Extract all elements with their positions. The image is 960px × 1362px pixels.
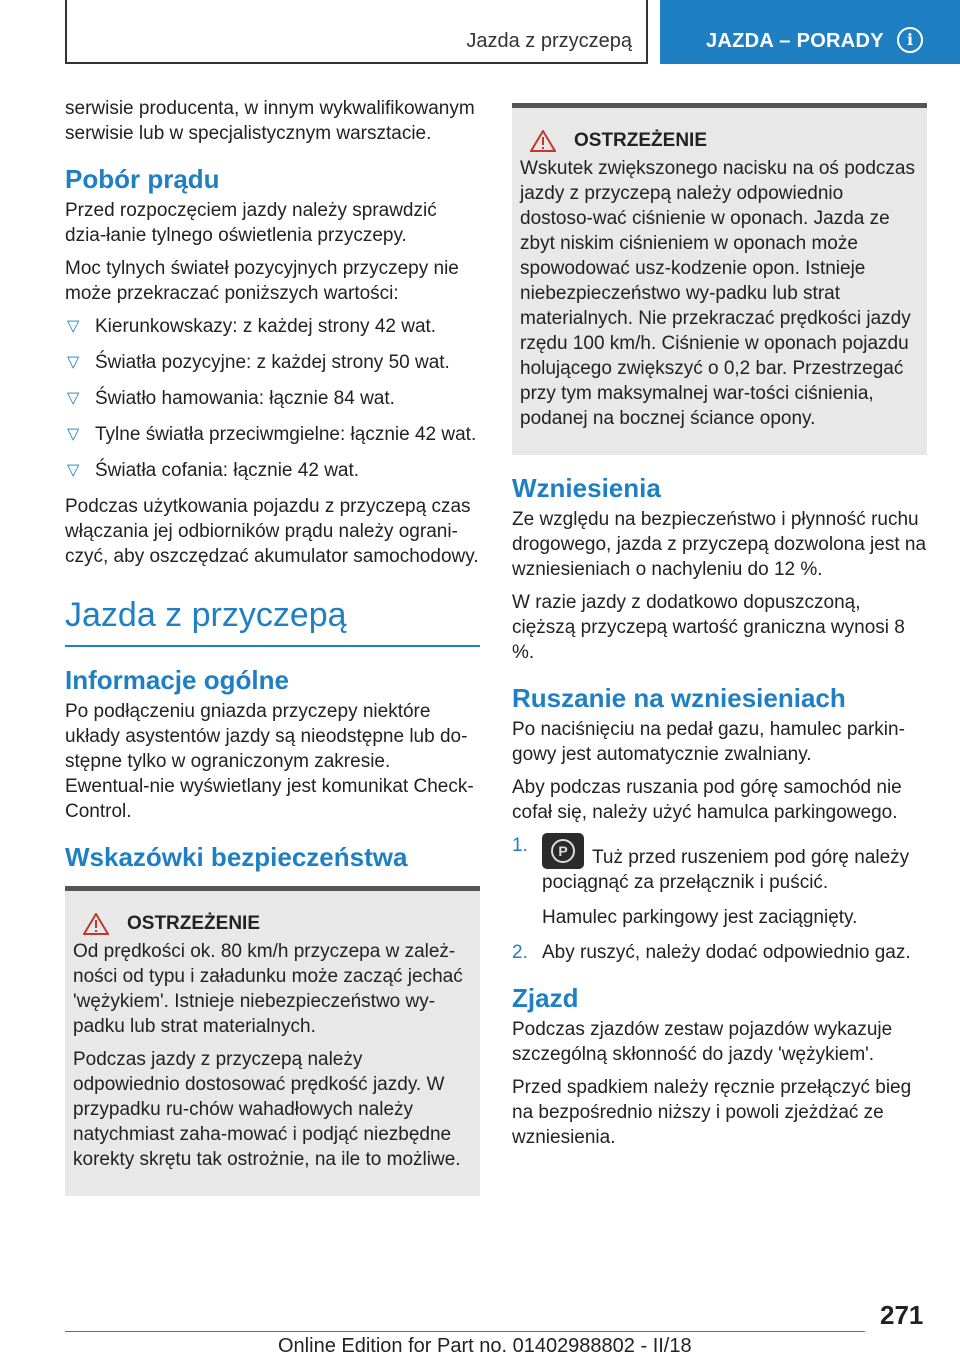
- general-heading: Informacje ogólne: [65, 665, 289, 695]
- warning-paragraph: Wskutek zwiększonego nacisku na oś podczas jazdy z przyczepą należy odpowiednio dostoso-wać ciśnienie w oponach. Jazda ze zbyt niskim ciśnieniem w oponach może spowodować usz-kodzenie opon. Istnieje niebezpieczeństwo wy-padku lub strat materialnych. Nie przekraczać prędkości jazdy rzędu 100 km/h. Ciśnienie w oponach pojazdu holującego zwiększyć o 0,2 bar. Przestrzegać przy tym maksymalnej war-tości ciśnienia, podanej na bocznej ściance opony.: [520, 158, 915, 429]
- start-heading: Ruszanie na wzniesieniach: [512, 683, 846, 713]
- warning-title: OSTRZEŻENIE: [520, 130, 919, 152]
- list-item: ▽ Światło hamowania: łącznie 84 wat.: [67, 388, 395, 409]
- warning-box: [512, 103, 927, 455]
- warning-triangle-icon: [530, 130, 556, 152]
- triangle-bullet-icon: ▽: [67, 462, 80, 479]
- section-tab[interactable]: [660, 0, 960, 64]
- general-paragraph: Po podłączeniu gniazda przyczepy niektóre układy asystentów jazdy są nieodstępne lub do-stępne tylko w ograniczonym zakresie. Ewentual-nie wyświetlany jest komunikat Check-Control.: [65, 701, 474, 822]
- step-item: 2. Aby ruszyć, należy dodać odpowiednio gaz.: [512, 942, 911, 963]
- step-number: 2.: [512, 942, 528, 963]
- footer-divider: [65, 1331, 865, 1332]
- header-breadcrumb-box: [65, 0, 648, 64]
- power-heading: Pobór prądu: [65, 164, 220, 194]
- warning-box: [65, 886, 480, 1196]
- start-paragraph-2: Aby podczas ruszania pod górę samochód nie cofał się, należy użyć hamulca parkingowego.: [512, 777, 902, 823]
- wattage-list: [65, 314, 480, 483]
- step-number: 1.: [512, 835, 528, 856]
- triangle-bullet-icon: ▽: [67, 354, 80, 371]
- warning-triangle-icon: [83, 913, 109, 935]
- start-paragraph-1: Po naciśnięciu na pedał gazu, hamulec parkin-gowy jest automatycznie zwalniany.: [512, 719, 905, 765]
- info-icon[interactable]: i: [897, 27, 923, 53]
- edition-note: Online Edition for Part no. 01402988802 - II/18: [278, 1335, 692, 1357]
- list-item: ▽ Kierunkowskazy: z każdej strony 42 wat.: [67, 316, 437, 337]
- list-item: ▽ Światła cofania: łącznie 42 wat.: [67, 460, 360, 481]
- intro-paragraph: serwisie producenta, w innym wykwalifikowanym serwisie lub w specjalistycznym warsztacie.: [65, 98, 475, 144]
- safety-heading: Wskazówki bezpieczeństwa: [65, 842, 408, 872]
- right-column: [512, 103, 927, 1158]
- page-number: 271: [880, 1300, 924, 1330]
- slopes-paragraph-1: Ze względu na bezpieczeństwo i płynność ruchu drogowego, jazda z przyczepą dozwolona jest na wzniesieniach o nachyleniu do 12 %.: [512, 509, 927, 580]
- warning-title: OSTRZEŻENIE: [73, 913, 472, 935]
- triangle-bullet-icon: ▽: [67, 318, 80, 335]
- warning-paragraph-2: Podczas jazdy z przyczepą należy odpowiednio dostosować prędkość jazdy. W przypadku ru-chów wahadłowych należy natychmiast zaha-mować i podjąć niezbędne korekty skrętu tak ostrożnie, na ile to możliwe.: [73, 1049, 461, 1170]
- descent-heading: Zjazd: [512, 983, 579, 1013]
- parking-brake-button-icon: P: [542, 833, 584, 869]
- breadcrumb[interactable]: Jazda z przyczepą: [466, 30, 632, 52]
- section-title: Jazda z przyczepą: [65, 593, 480, 647]
- triangle-bullet-icon: ▽: [67, 390, 80, 407]
- power-paragraph-2: Moc tylnych świateł pozycyjnych przyczepy nie może przekraczać poniższych wartości:: [65, 258, 459, 304]
- steps-list: [512, 940, 927, 965]
- triangle-bullet-icon: ▽: [67, 426, 80, 443]
- slopes-heading: Wzniesienia: [512, 473, 661, 503]
- power-paragraph-1: Przed rozpoczęciem jazdy należy sprawdzić dzia-łanie tylnego oświetlenia przyczepy.: [65, 200, 437, 246]
- warning-paragraph-1: Od prędkości ok. 80 km/h przyczepa w zależ-ności od typu i załadunku może zacząć jechać 'wężykiem'. Istnieje niebezpieczeństwo wy-padku lub strat materialnych.: [73, 941, 463, 1037]
- step-item: 1. P Tuż przed ruszeniem pod górę należy pociągnąć za przełącznik i puścić.: [512, 835, 910, 893]
- step-note: Hamulec parkingowy jest zaciągnięty.: [542, 907, 858, 928]
- list-item: ▽ Światła pozycyjne: z każdej strony 50 wat.: [67, 352, 450, 373]
- slopes-paragraph-2: W razie jazdy z dodatkowo dopuszczoną, cięższą przyczepą wartość graniczna wynosi 8 %.: [512, 592, 905, 663]
- descent-paragraph-2: Przed spadkiem należy ręcznie przełączyć bieg na bezpośrednio niższy i powoli zjeżdżać ze wzniesienia.: [512, 1077, 912, 1148]
- descent-paragraph-1: Podczas zjazdów zestaw pojazdów wykazuje szczególną skłonność do jazdy 'wężykiem'.: [512, 1019, 893, 1065]
- left-column: [65, 96, 480, 1196]
- power-paragraph-3: Podczas użytkowania pojazdu z przyczepą czas włączania jej odbiorników prądu należy ograni-czyć, aby oszczędzać akumulator samochodowy.: [65, 496, 479, 567]
- section-tab-label: JAZDA – PORADY: [706, 30, 884, 52]
- list-item: ▽ Tylne światła przeciwmgielne: łącznie 42 wat.: [67, 424, 477, 445]
- steps-list: [512, 833, 927, 895]
